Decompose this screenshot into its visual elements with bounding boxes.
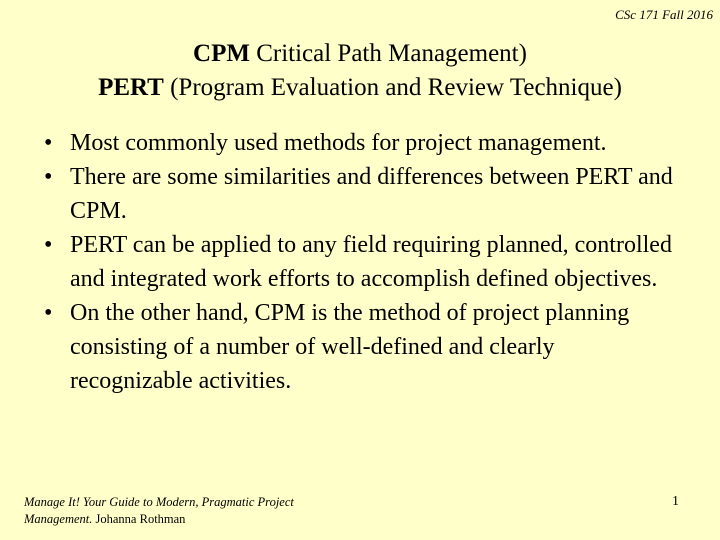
bullet-item	[44, 160, 674, 228]
page-number: 1	[672, 494, 679, 509]
title-line-cpm	[0, 37, 720, 71]
bullet-text: Most commonly used methods for project management.	[70, 130, 607, 156]
bullet-text: On the other hand, CPM is the method of project planning consisting of a number of well-defined and clearly recognizable activities.	[70, 300, 630, 394]
title-pert-text: (Program Evaluation and Review Technique)	[163, 74, 622, 101]
slide-title	[0, 37, 720, 105]
bullet-list	[44, 126, 674, 398]
footer-citation	[24, 494, 364, 528]
title-cpm-text: Critical Path Management)	[249, 40, 527, 67]
title-pert-acronym: PERT	[98, 74, 164, 101]
bullet-item	[44, 296, 674, 398]
citation-author: Johanna Rothman	[92, 512, 186, 526]
title-line-pert	[0, 71, 720, 105]
title-cpm-acronym: CPM	[193, 40, 250, 67]
bullet-marker: •	[44, 232, 53, 258]
bullet-item	[44, 228, 674, 296]
course-header: CSc 171 Fall 2016	[615, 7, 713, 22]
bullet-item	[44, 126, 674, 160]
bullet-text: There are some similarities and differences between PERT and CPM.	[70, 164, 673, 224]
bullet-marker: •	[44, 300, 53, 326]
bullet-marker: •	[44, 164, 53, 190]
citation-book-title: Manage It! Your Guide to Modern, Pragmatic Project Management.	[24, 495, 294, 526]
bullet-marker: •	[44, 130, 53, 156]
bullet-text: PERT can be applied to any field requiring planned, controlled and integrated work efforts to accomplish defined objectives.	[70, 232, 672, 292]
